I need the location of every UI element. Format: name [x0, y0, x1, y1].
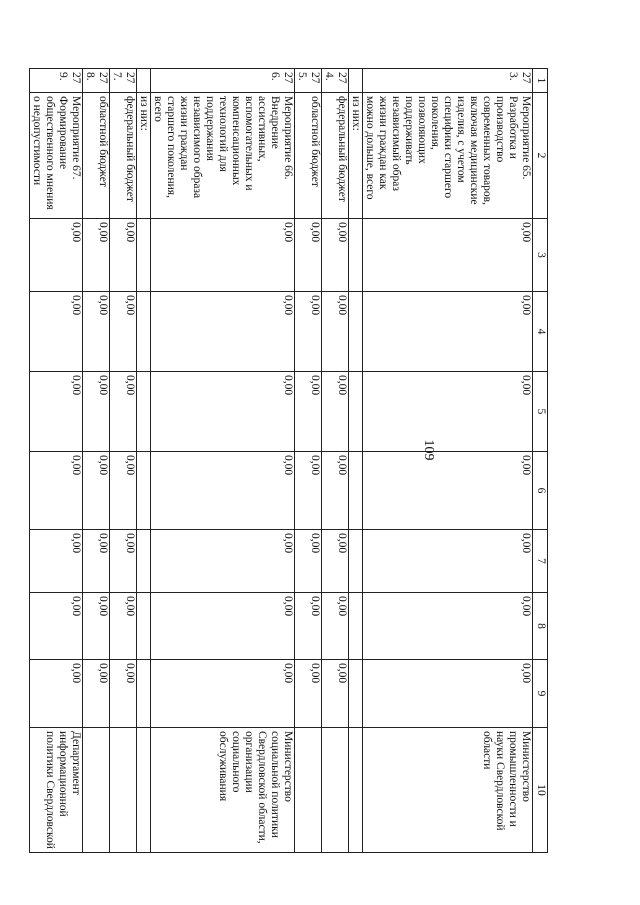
cell-c7: 0,00 [322, 530, 349, 593]
cell-exec [295, 728, 322, 853]
cell-c4: 0,00 [30, 292, 83, 372]
column-header-6: 6 [533, 452, 548, 530]
cell-c8 [349, 593, 363, 660]
cell-c7: 0,00 [295, 530, 322, 593]
cell-c5: 0,00 [30, 372, 83, 452]
cell-name: федеральный бюджет [110, 93, 137, 219]
cell-c8: 0,00 [110, 593, 137, 660]
cell-c3: 0,00 [83, 219, 110, 292]
cell-c3: 0,00 [151, 219, 295, 292]
cell-no: 278. [83, 69, 110, 93]
table-body [30, 69, 533, 853]
cell-c6 [349, 452, 363, 530]
table-row [151, 69, 295, 853]
cell-c3: 0,00 [363, 219, 533, 292]
cell-c7: 0,00 [30, 530, 83, 593]
table-row [363, 69, 533, 853]
cell-name: Мероприятие 66. Внедрение ассистивных, вспомогательных и компенсационных технологий для поддержания независимого образа жизни граждан старшего поколения, всего [151, 93, 295, 219]
cell-no [349, 69, 363, 93]
cell-c9: 0,00 [322, 660, 349, 728]
cell-c8: 0,00 [295, 593, 322, 660]
table-row [110, 69, 137, 853]
cell-c6: 0,00 [83, 452, 110, 530]
cell-c9: 0,00 [83, 660, 110, 728]
cell-c7: 0,00 [151, 530, 295, 593]
cell-c8: 0,00 [363, 593, 533, 660]
cell-no: 275. [295, 69, 322, 93]
cell-no: 274. [322, 69, 349, 93]
cell-name: Мероприятие 67. Формирование общественного мнения о недопустимости [30, 93, 83, 219]
column-header-1: 1 [533, 69, 548, 93]
cell-c6: 0,00 [30, 452, 83, 530]
cell-c9: 0,00 [110, 660, 137, 728]
column-header-9: 9 [533, 660, 548, 728]
cell-c7: 0,00 [83, 530, 110, 593]
cell-c3: 0,00 [30, 219, 83, 292]
table-row [137, 69, 151, 853]
page-number: 109 [421, 439, 436, 461]
cell-name: Мероприятие 65. Разработка и производство современных товаров, включая медицинские изделия, с учетом специфики старшего поколения, позволяющих поддерживать независимый образ жизни граждан как можно дольше, всего [363, 93, 533, 219]
column-header-2: 2 [533, 93, 548, 219]
column-header-4: 4 [533, 292, 548, 372]
column-header-10: 10 [533, 728, 548, 853]
cell-c4 [349, 292, 363, 372]
cell-c9: 0,00 [295, 660, 322, 728]
cell-c9: 0,00 [151, 660, 295, 728]
cell-c5: 0,00 [83, 372, 110, 452]
table-row [30, 69, 83, 853]
cell-exec [322, 728, 349, 853]
cell-c9 [349, 660, 363, 728]
cell-c8: 0,00 [30, 593, 83, 660]
cell-c8 [137, 593, 151, 660]
cell-c3 [137, 219, 151, 292]
cell-exec: Министерство промышленности и науки Свердловской области [363, 728, 533, 853]
cell-exec [110, 728, 137, 853]
cell-c5: 0,00 [295, 372, 322, 452]
cell-exec: Министерство социальной политики Свердловской области, организации социального обслуживания [151, 728, 295, 853]
table-row [83, 69, 110, 853]
budget-table [29, 68, 548, 853]
cell-c7: 0,00 [363, 530, 533, 593]
cell-name: федеральный бюджет [322, 93, 349, 219]
cell-c3: 0,00 [110, 219, 137, 292]
cell-exec [83, 728, 110, 853]
cell-c5 [137, 372, 151, 452]
cell-c6: 0,00 [151, 452, 295, 530]
cell-c6: 0,00 [322, 452, 349, 530]
cell-c8: 0,00 [83, 593, 110, 660]
cell-c7 [137, 530, 151, 593]
cell-exec [349, 728, 363, 853]
cell-c4: 0,00 [295, 292, 322, 372]
cell-c5: 0,00 [110, 372, 137, 452]
cell-exec [137, 728, 151, 853]
cell-c6: 0,00 [110, 452, 137, 530]
cell-c3: 0,00 [322, 219, 349, 292]
table-row [349, 69, 363, 853]
cell-c8: 0,00 [322, 593, 349, 660]
cell-name: из них: [349, 93, 363, 219]
cell-no: 273. [363, 69, 533, 93]
cell-no: 276. [151, 69, 295, 93]
cell-c3: 0,00 [295, 219, 322, 292]
cell-c4: 0,00 [363, 292, 533, 372]
cell-c5: 0,00 [363, 372, 533, 452]
cell-c9: 0,00 [30, 660, 83, 728]
cell-c6 [137, 452, 151, 530]
cell-name: областной бюджет [295, 93, 322, 219]
cell-name: областной бюджет [83, 93, 110, 219]
cell-c5: 0,00 [151, 372, 295, 452]
column-header-8: 8 [533, 593, 548, 660]
column-header-5: 5 [533, 372, 548, 452]
cell-c7 [349, 530, 363, 593]
cell-c5: 0,00 [322, 372, 349, 452]
cell-c4 [137, 292, 151, 372]
column-header-7: 7 [533, 530, 548, 593]
cell-name: из них: [137, 93, 151, 219]
cell-c9: 0,00 [363, 660, 533, 728]
cell-no: 279. [30, 69, 83, 93]
cell-c5 [349, 372, 363, 452]
cell-no [137, 69, 151, 93]
cell-c4: 0,00 [110, 292, 137, 372]
cell-c3 [349, 219, 363, 292]
cell-c4: 0,00 [322, 292, 349, 372]
rotated-table-wrapper [31, 68, 548, 852]
cell-c9 [137, 660, 151, 728]
cell-c4: 0,00 [83, 292, 110, 372]
cell-c4: 0,00 [151, 292, 295, 372]
cell-c8: 0,00 [151, 593, 295, 660]
cell-c6: 0,00 [363, 452, 533, 530]
column-header-3: 3 [533, 219, 548, 292]
cell-c6: 0,00 [295, 452, 322, 530]
cell-no: 277. [110, 69, 137, 93]
header-row [533, 69, 548, 853]
table-row [322, 69, 349, 853]
table-row [295, 69, 322, 853]
cell-c7: 0,00 [110, 530, 137, 593]
cell-exec: Департамент информационной политики Свердловской [30, 728, 83, 853]
